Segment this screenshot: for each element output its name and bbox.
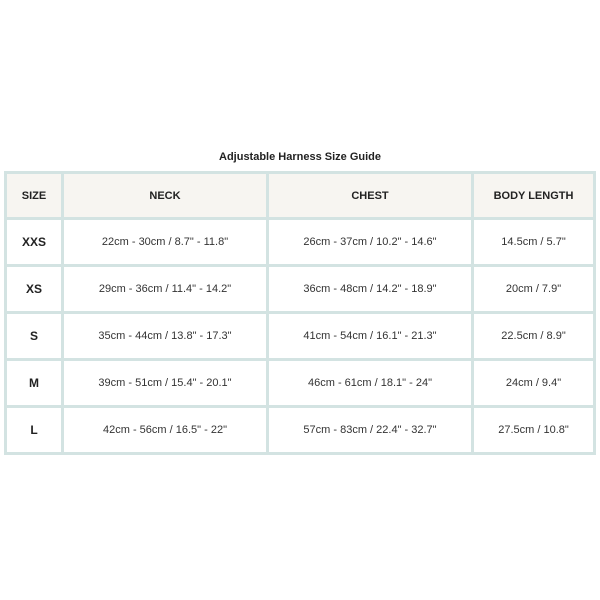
size-cell: XS bbox=[4, 264, 61, 311]
column-header-chest: CHEST bbox=[266, 171, 471, 217]
size-cell: L bbox=[4, 405, 61, 455]
column-header-size: SIZE bbox=[4, 171, 61, 217]
neck-cell: 39cm - 51cm / 15.4" - 20.1" bbox=[61, 358, 266, 405]
size-cell: XXS bbox=[4, 217, 61, 264]
body-length-cell: 22.5cm / 8.9" bbox=[471, 311, 596, 358]
chest-cell: 46cm - 61cm / 18.1" - 24" bbox=[266, 358, 471, 405]
chest-cell: 36cm - 48cm / 14.2" - 18.9" bbox=[266, 264, 471, 311]
table-row bbox=[4, 405, 596, 455]
neck-cell: 42cm - 56cm / 16.5" - 22" bbox=[61, 405, 266, 455]
table-row bbox=[4, 217, 596, 264]
column-header-body-length: BODY LENGTH bbox=[471, 171, 596, 217]
table-row bbox=[4, 264, 596, 311]
table-row bbox=[4, 311, 596, 358]
column-header-neck: NECK bbox=[61, 171, 266, 217]
size-cell: M bbox=[4, 358, 61, 405]
chest-cell: 41cm - 54cm / 16.1" - 21.3" bbox=[266, 311, 471, 358]
chest-cell: 57cm - 83cm / 22.4" - 32.7" bbox=[266, 405, 471, 455]
body-length-cell: 20cm / 7.9" bbox=[471, 264, 596, 311]
neck-cell: 35cm - 44cm / 13.8" - 17.3" bbox=[61, 311, 266, 358]
size-cell: S bbox=[4, 311, 61, 358]
size-guide-table bbox=[4, 171, 596, 455]
body-length-cell: 14.5cm / 5.7" bbox=[471, 217, 596, 264]
body-length-cell: 27.5cm / 10.8" bbox=[471, 405, 596, 455]
chest-cell: 26cm - 37cm / 10.2" - 14.6" bbox=[266, 217, 471, 264]
size-guide-title: Adjustable Harness Size Guide bbox=[219, 151, 381, 163]
table-header-row bbox=[4, 171, 596, 217]
neck-cell: 29cm - 36cm / 11.4" - 14.2" bbox=[61, 264, 266, 311]
neck-cell: 22cm - 30cm / 8.7" - 11.8" bbox=[61, 217, 266, 264]
table-row bbox=[4, 358, 596, 405]
body-length-cell: 24cm / 9.4" bbox=[471, 358, 596, 405]
